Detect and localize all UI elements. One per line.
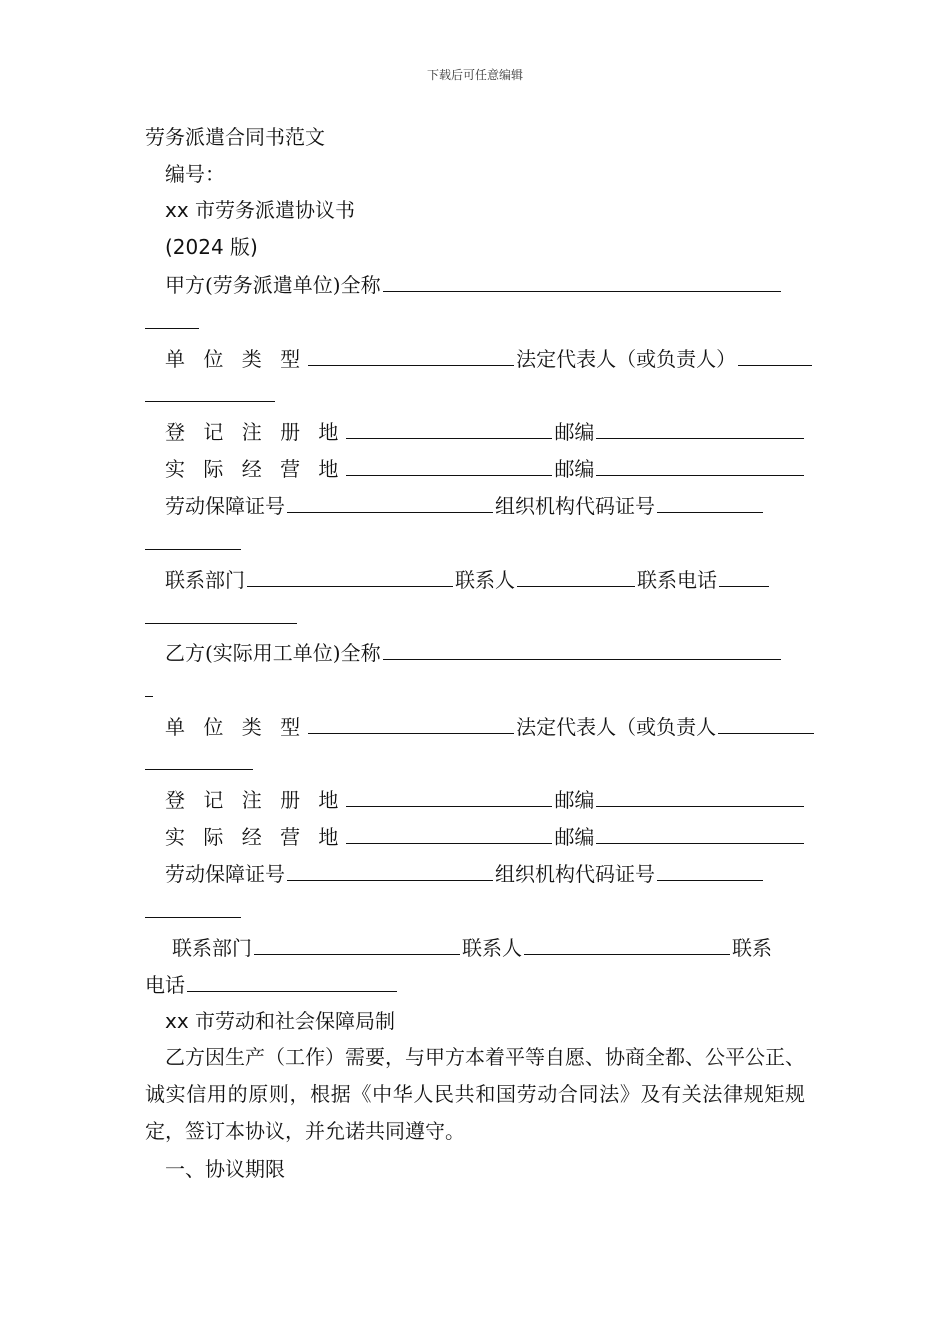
party-b-name-field[interactable] bbox=[383, 639, 781, 660]
party-b-actual-place-label: 实 际 经 营 地 bbox=[165, 825, 345, 849]
party-a-postcode-field-1[interactable] bbox=[596, 418, 804, 439]
party-b-contact-person-field[interactable] bbox=[524, 934, 730, 955]
party-b-postcode-label-1: 邮编 bbox=[554, 788, 595, 812]
party-b-name-label: 乙方(实际用工单位)全称 bbox=[165, 641, 381, 665]
party-a-reg-place-label: 登 记 注 册 地 bbox=[165, 420, 345, 444]
party-b-postcode-field-1[interactable] bbox=[596, 786, 804, 807]
party-b-reg-place-label: 登 记 注 册 地 bbox=[165, 788, 345, 812]
party-b-phone-row bbox=[145, 971, 805, 998]
party-a-name-field[interactable] bbox=[383, 271, 781, 292]
party-a-name-row-cont bbox=[145, 308, 805, 335]
party-a-contact-row-cont bbox=[145, 603, 805, 630]
party-a-labor-cert-field[interactable] bbox=[287, 492, 493, 513]
party-a-contact-person-label: 联系人 bbox=[455, 568, 515, 592]
party-b-labor-cert-label: 劳动保障证号 bbox=[165, 862, 285, 886]
party-b-contact-phone-label-a: 联系 bbox=[732, 936, 772, 960]
party-a-labor-cert-label: 劳动保障证号 bbox=[165, 494, 285, 518]
party-b-reg-row bbox=[165, 786, 805, 813]
document-title: 劳务派遣合同书范文 bbox=[145, 125, 325, 149]
party-b-legal-rep-label: 法定代表人（或负责人 bbox=[516, 715, 717, 739]
issuer-text: xx 市劳动和社会保障局制 bbox=[165, 1009, 396, 1033]
party-a-actual-row bbox=[165, 455, 805, 482]
party-a-org-code-label: 组织机构代码证号 bbox=[495, 494, 655, 518]
party-a-unit-type-field[interactable] bbox=[308, 345, 514, 366]
party-a-legal-rep-label: 法定代表人（或负责人） bbox=[516, 347, 737, 371]
party-b-name-field-cont[interactable] bbox=[145, 676, 153, 697]
party-a-reg-row bbox=[165, 418, 805, 445]
party-b-contact-dept-label: 联系部门 bbox=[172, 936, 252, 960]
party-b-cert-row-cont bbox=[145, 897, 805, 924]
party-b-cert-row bbox=[165, 860, 805, 887]
edition-text: (2024 版) bbox=[165, 235, 258, 259]
party-b-legal-rep-field[interactable] bbox=[718, 713, 814, 734]
party-a-contact-person-field[interactable] bbox=[517, 566, 635, 587]
party-b-legal-rep-field-cont[interactable] bbox=[145, 749, 253, 770]
party-b-contact-phone-label-b: 电话 bbox=[145, 973, 185, 997]
party-b-contact-phone-field[interactable] bbox=[187, 971, 397, 992]
party-b-name-row-cont bbox=[145, 676, 805, 703]
party-b-reg-place-field[interactable] bbox=[346, 786, 552, 807]
party-a-actual-place-field[interactable] bbox=[346, 455, 552, 476]
section-1-title: 一、协议期限 bbox=[165, 1157, 285, 1181]
party-a-type-row bbox=[165, 345, 805, 372]
party-b-actual-place-field[interactable] bbox=[346, 823, 552, 844]
party-a-reg-place-field[interactable] bbox=[346, 418, 552, 439]
party-b-unit-type-label: 单 位 类 型 bbox=[165, 715, 307, 739]
party-a-postcode-label-2: 邮编 bbox=[554, 457, 595, 481]
party-b-unit-type-field[interactable] bbox=[308, 713, 514, 734]
party-a-contact-phone-field[interactable] bbox=[719, 566, 769, 587]
agreement-title bbox=[165, 197, 805, 223]
party-b-postcode-label-2: 邮编 bbox=[554, 825, 595, 849]
party-b-name-row bbox=[165, 639, 805, 666]
party-a-contact-phone-label: 联系电话 bbox=[637, 568, 717, 592]
party-a-contact-dept-field[interactable] bbox=[247, 566, 453, 587]
party-b-org-code-label: 组织机构代码证号 bbox=[495, 862, 655, 886]
party-a-name-row bbox=[165, 271, 805, 298]
party-a-type-row-cont bbox=[145, 381, 805, 408]
party-a-name-field-cont[interactable] bbox=[145, 308, 199, 329]
header-note: 下载后可任意编辑 bbox=[426, 68, 523, 82]
party-b-type-row bbox=[165, 713, 805, 740]
party-a-contact-phone-field-cont[interactable] bbox=[145, 603, 297, 624]
party-a-unit-type-label: 单 位 类 型 bbox=[165, 347, 307, 371]
party-a-postcode-field-2[interactable] bbox=[596, 455, 804, 476]
party-a-name-label: 甲方(劳务派遣单位)全称 bbox=[165, 273, 381, 297]
party-b-postcode-field-2[interactable] bbox=[596, 823, 804, 844]
party-b-type-row-cont bbox=[145, 749, 805, 776]
party-b-org-code-field[interactable] bbox=[657, 860, 763, 881]
party-b-actual-row bbox=[165, 823, 805, 850]
party-b-contact-dept-field[interactable] bbox=[254, 934, 460, 955]
party-a-contact-row bbox=[165, 566, 805, 593]
party-a-postcode-label-1: 邮编 bbox=[554, 420, 595, 444]
issuer bbox=[165, 1008, 805, 1034]
party-a-legal-rep-field[interactable] bbox=[738, 345, 812, 366]
party-a-org-code-field[interactable] bbox=[657, 492, 763, 513]
party-a-cert-row-cont bbox=[145, 529, 805, 556]
party-b-labor-cert-field[interactable] bbox=[287, 860, 493, 881]
party-b-contact-row bbox=[172, 934, 806, 961]
party-a-legal-rep-field-cont[interactable] bbox=[145, 381, 275, 402]
edition bbox=[165, 234, 805, 260]
party-a-cert-row bbox=[165, 492, 805, 519]
party-a-actual-place-label: 实 际 经 营 地 bbox=[165, 457, 345, 481]
party-b-org-code-field-cont[interactable] bbox=[145, 897, 241, 918]
party-a-contact-dept-label: 联系部门 bbox=[165, 568, 245, 592]
party-a-org-code-field-cont[interactable] bbox=[145, 529, 241, 550]
party-b-contact-person-label: 联系人 bbox=[462, 936, 522, 960]
agreement-title-text: xx 市劳务派遣协议书 bbox=[165, 198, 356, 222]
number-label: 编号： bbox=[165, 162, 225, 186]
intro-paragraph: 乙方因生产（工作）需要，与甲方本着平等自愿、协商全都、公平公正、诚实信用的原则，根据《中华人民共和国劳动合同法》及有关法律规矩规定，签订本协议，并允诺共同遵守。 bbox=[145, 1045, 805, 1143]
